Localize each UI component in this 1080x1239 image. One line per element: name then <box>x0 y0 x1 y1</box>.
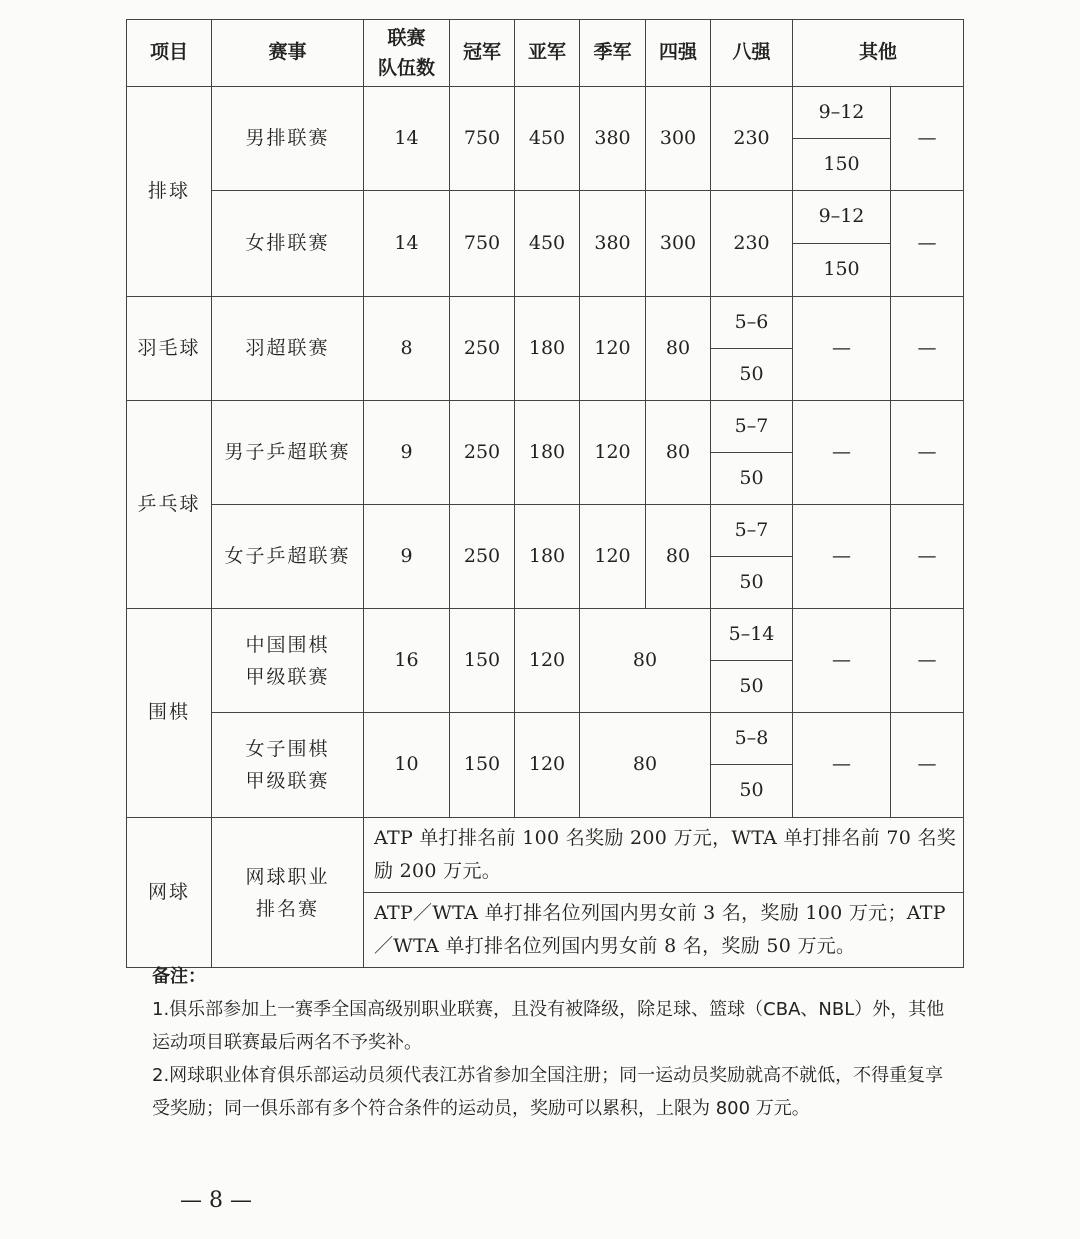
champion-cell: 250 <box>450 297 515 401</box>
runner-up-cell: 450 <box>515 191 580 297</box>
other-cell: — <box>891 401 964 505</box>
third-top4-cell: 80 <box>580 609 711 713</box>
teams-cell: 16 <box>364 609 450 713</box>
page-number: — 8 — <box>180 1188 252 1213</box>
other-cell: — <box>891 609 964 713</box>
header-champion: 冠军 <box>450 20 515 87</box>
rank-range-cell: 5–7 <box>711 505 793 557</box>
table-row <box>127 191 964 244</box>
rank-range-cell: 5–14 <box>711 609 793 661</box>
other-cell: — <box>793 609 891 713</box>
header-third: 季军 <box>580 20 646 87</box>
teams-cell: 10 <box>364 713 450 818</box>
table-row <box>127 297 964 349</box>
other-cell: — <box>793 297 891 401</box>
top4-cell: 80 <box>646 297 711 401</box>
event-name: 羽超联赛 <box>212 297 364 401</box>
tennis-reward-text-1: ATP 单打排名前 100 名奖励 200 万元，WTA 单打排名前 70 名奖励 200 万元。 <box>364 818 964 893</box>
header-runner-up: 亚军 <box>515 20 580 87</box>
runner-up-cell: 120 <box>515 713 580 818</box>
teams-cell: 8 <box>364 297 450 401</box>
header-category: 项目 <box>127 20 212 87</box>
champion-cell: 150 <box>450 713 515 818</box>
runner-up-cell: 120 <box>515 609 580 713</box>
rank-value-cell: 50 <box>711 765 793 818</box>
third-cell: 380 <box>580 87 646 191</box>
header-teams: 联赛 队伍数 <box>364 20 450 87</box>
other-cell: — <box>793 505 891 609</box>
third-top4-cell: 80 <box>580 713 711 818</box>
rank-value-cell: 150 <box>793 244 891 297</box>
note-item-2: 2.网球职业体育俱乐部运动员须代表江苏省参加全国注册；同一运动员奖励就高不就低，不得重复享受奖励；同一俱乐部有多个符合条件的运动员，奖励可以累积，上限为 800 万元。 <box>152 1065 944 1119</box>
top4-cell: 300 <box>646 191 711 297</box>
other-cell: — <box>891 297 964 401</box>
header-other: 其他 <box>793 20 964 87</box>
top4-cell: 80 <box>646 505 711 609</box>
event-name: 男排联赛 <box>212 87 364 191</box>
event-name: 中国围棋 甲级联赛 <box>212 609 364 713</box>
table-row <box>127 505 964 557</box>
champion-cell: 750 <box>450 87 515 191</box>
champion-cell: 250 <box>450 505 515 609</box>
header-top8: 八强 <box>711 20 793 87</box>
note-item-1: 1.俱乐部参加上一赛季全国高级别职业联赛，且没有被降级，除足球、篮球（CBA、NBL）外，其他运动项目联赛最后两名不予奖补。 <box>152 999 945 1053</box>
rank-value-cell: 150 <box>793 139 891 191</box>
header-row <box>127 20 964 87</box>
event-name: 男子乒超联赛 <box>212 401 364 505</box>
other-cell: — <box>793 713 891 818</box>
event-name: 女排联赛 <box>212 191 364 297</box>
rank-range-cell: 5–8 <box>711 713 793 765</box>
notes-section <box>152 960 952 1125</box>
other-cell: — <box>891 191 964 297</box>
event-name: 网球职业 排名赛 <box>212 818 364 968</box>
tennis-reward-text-2: ATP／WTA 单打排名位列国内男女前 3 名，奖励 100 万元；ATP ／WTA 单打排名位列国内男女前 8 名，奖励 50 万元。 <box>364 893 964 968</box>
top4-cell: 80 <box>646 401 711 505</box>
event-name: 女子乒超联赛 <box>212 505 364 609</box>
third-cell: 120 <box>580 505 646 609</box>
category-tennis: 网球 <box>127 818 212 968</box>
teams-cell: 14 <box>364 191 450 297</box>
rank-value-cell: 50 <box>711 349 793 401</box>
rank-value-cell: 50 <box>711 661 793 713</box>
rank-range-cell: 9–12 <box>793 87 891 139</box>
category-go: 围棋 <box>127 609 212 818</box>
champion-cell: 150 <box>450 609 515 713</box>
event-name: 女子围棋 甲级联赛 <box>212 713 364 818</box>
runner-up-cell: 180 <box>515 297 580 401</box>
third-cell: 120 <box>580 297 646 401</box>
other-cell: — <box>891 713 964 818</box>
other-cell: — <box>793 401 891 505</box>
header-top4: 四强 <box>646 20 711 87</box>
reward-table <box>126 19 964 968</box>
rank-range-cell: 5–6 <box>711 297 793 349</box>
table-row <box>127 609 964 661</box>
rank-value-cell: 50 <box>711 557 793 609</box>
table-row <box>127 87 964 139</box>
teams-cell: 14 <box>364 87 450 191</box>
category-table-tennis: 乒乓球 <box>127 401 212 609</box>
rank-range-cell: 9–12 <box>793 191 891 244</box>
top8-cell: 230 <box>711 87 793 191</box>
top8-cell: 230 <box>711 191 793 297</box>
rank-value-cell: 50 <box>711 453 793 505</box>
teams-cell: 9 <box>364 401 450 505</box>
champion-cell: 750 <box>450 191 515 297</box>
category-volleyball: 排球 <box>127 87 212 297</box>
third-cell: 380 <box>580 191 646 297</box>
table-row <box>127 818 964 893</box>
other-cell: — <box>891 87 964 191</box>
notes-title: 备注： <box>152 966 206 987</box>
table-row <box>127 713 964 765</box>
header-event: 赛事 <box>212 20 364 87</box>
other-cell: — <box>891 505 964 609</box>
category-badminton: 羽毛球 <box>127 297 212 401</box>
third-cell: 120 <box>580 401 646 505</box>
table-row <box>127 401 964 453</box>
runner-up-cell: 180 <box>515 401 580 505</box>
teams-cell: 9 <box>364 505 450 609</box>
champion-cell: 250 <box>450 401 515 505</box>
top4-cell: 300 <box>646 87 711 191</box>
runner-up-cell: 450 <box>515 87 580 191</box>
runner-up-cell: 180 <box>515 505 580 609</box>
rank-range-cell: 5–7 <box>711 401 793 453</box>
